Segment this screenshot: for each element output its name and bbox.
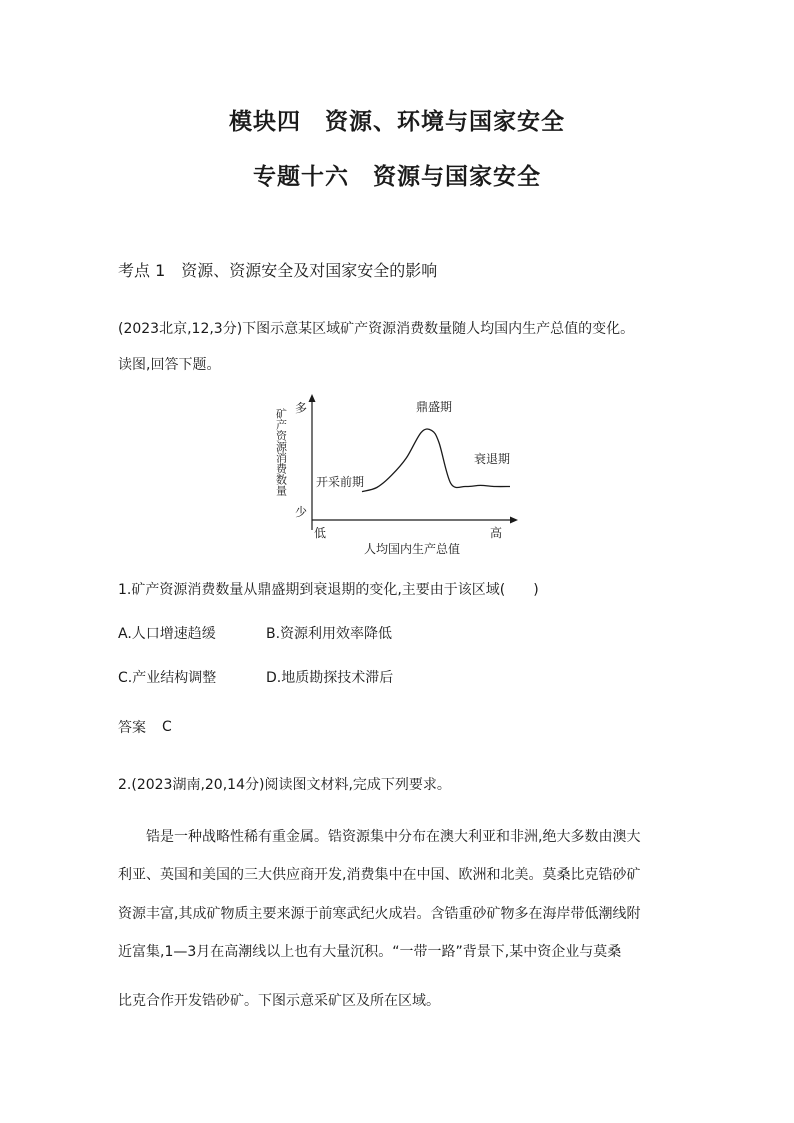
annotation-decline: 衰退期 (474, 452, 511, 466)
q1-option-c: C.产业结构调整 (118, 670, 217, 686)
q1-question: 1.矿产资源消费数量从鼎盛期到衰退期的变化,主要由于该区域( ) (118, 582, 539, 598)
answer-value: C (162, 719, 172, 735)
consumption-chart (262, 392, 524, 558)
annotation-early: 开采前期 (316, 475, 365, 489)
y-axis-arrow (309, 394, 316, 402)
section-title: 考点 1 资源、资源安全及对国家安全的影响 (118, 261, 438, 280)
q2-intro: 2.(2023湖南,20,14分)阅读图文材料,完成下列要求。 (118, 777, 451, 793)
q2-para-line5: 比克合作开发锆砂矿。下图示意采矿区及所在区域。 (118, 993, 440, 1009)
answer-label: 答案 (118, 720, 146, 736)
topic-title: 专题十六 资源与国家安全 (253, 164, 541, 190)
q1-option-b: B.资源利用效率降低 (266, 626, 393, 642)
q1-intro-line2: 读图,回答下题。 (118, 357, 221, 373)
annotation-peak: 鼎盛期 (416, 400, 453, 414)
x-tick-high: 高 (490, 526, 503, 540)
y-axis-label: 矿产资源消费数量 (274, 408, 288, 496)
module-title: 模块四 资源、环境与国家安全 (229, 109, 565, 135)
x-tick-low: 低 (314, 526, 327, 540)
q1-intro-line1: (2023北京,12,3分)下图示意某区域矿产资源消费数量随人均国内生产总值的变化。 (118, 321, 635, 337)
y-tick-high: 多 (295, 401, 308, 415)
q1-option-a: A.人口增速趋缓 (118, 626, 216, 642)
q1-option-d: D.地质勘探技术滞后 (266, 670, 394, 686)
x-axis-arrow (510, 517, 518, 524)
q2-para-line3: 资源丰富,其成矿物质主要来源于前寒武纪火成岩。含锆重砂矿物多在海岸带低潮线附 (118, 906, 641, 922)
y-tick-low: 少 (295, 505, 308, 519)
q2-para-line1: 锆是一种战略性稀有重金属。锆资源集中分布在澳大利亚和非洲,绝大多数由澳大 (146, 829, 641, 845)
x-axis-label: 人均国内生产总值 (364, 542, 461, 556)
q2-para-line4: 近富集,1—3月在高潮线以上也有大量沉积。“一带一路”背景下,某中资企业与莫桑 (118, 944, 622, 960)
q2-para-line2: 利亚、英国和美国的三大供应商开发,消费集中在中国、欧洲和北美。莫桑比克锆砂矿 (118, 867, 641, 883)
